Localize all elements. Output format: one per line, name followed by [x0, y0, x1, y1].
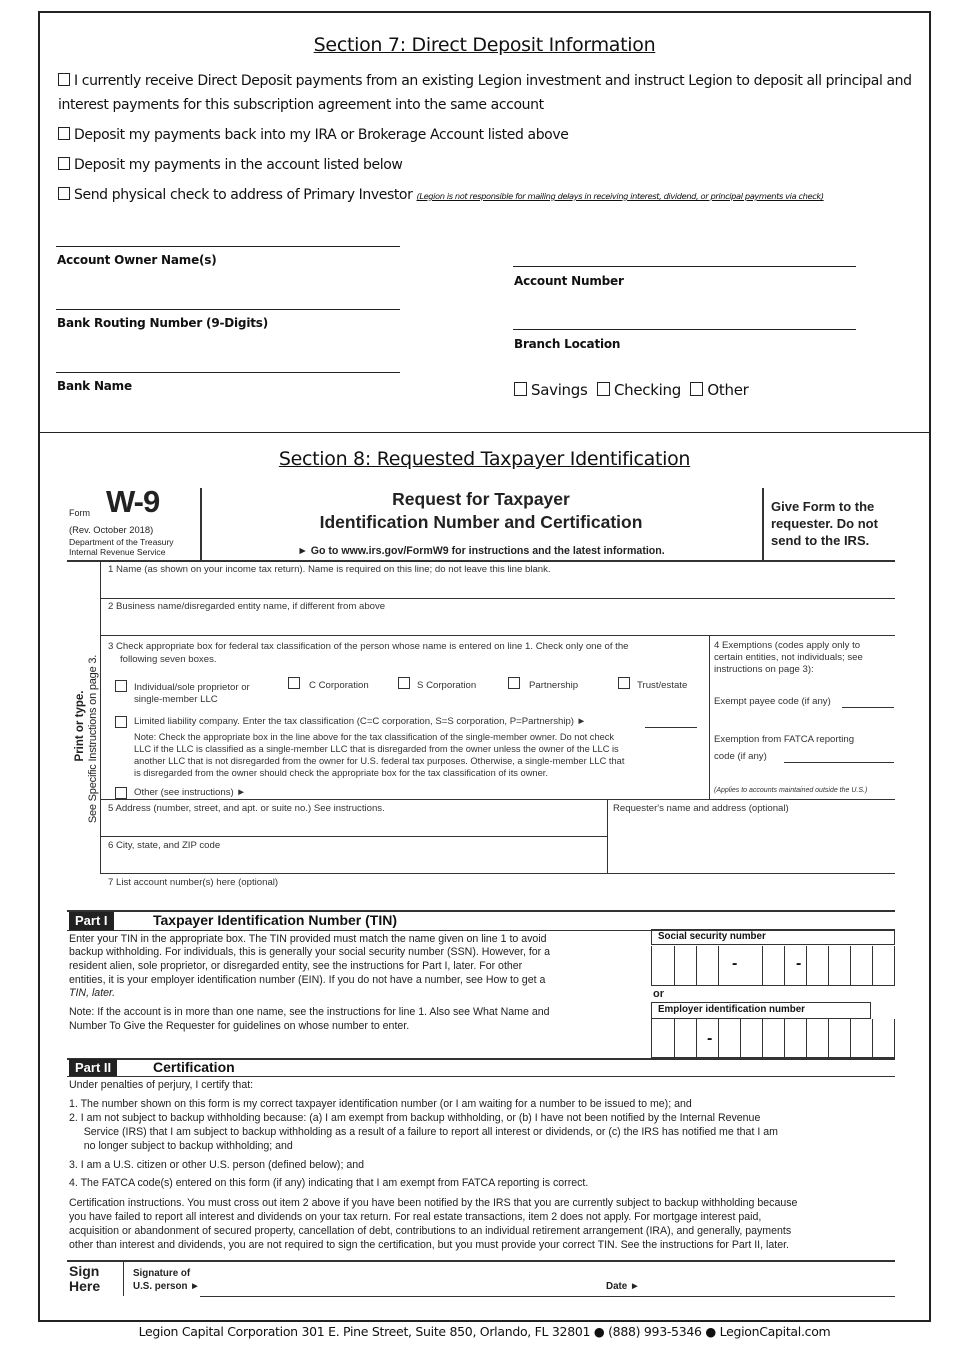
- give-form-line3: send to the IRS.: [771, 533, 870, 548]
- ssn-input[interactable]: - -: [651, 946, 895, 986]
- cert-item-2c: no longer subject to backup withholding; and: [69, 1140, 293, 1152]
- form-word: Form: [69, 508, 90, 518]
- llc-checkbox[interactable]: [115, 716, 127, 728]
- here-label: Here: [69, 1278, 101, 1294]
- exemptions-divider: [709, 635, 710, 799]
- partnership-checkbox[interactable]: [508, 677, 520, 689]
- exempt-payee-field[interactable]: [842, 707, 894, 708]
- cert-item-1: 1. The number shown on this form is my correct taxpayer identification number (or I am waiting for a number to be issued to me); and: [69, 1098, 692, 1110]
- side-specific-instructions: See Specific Instructions on page 3.: [87, 654, 99, 824]
- line6-label: 6 City, state, and ZIP code: [108, 840, 221, 851]
- checkbox[interactable]: [58, 73, 70, 86]
- routing-line[interactable]: [56, 309, 400, 310]
- form-name: W-9: [106, 484, 160, 519]
- account-type-options: Savings Checking Other: [514, 381, 754, 399]
- option-account-below[interactable]: Deposit my payments in the account listed below: [58, 153, 402, 177]
- w9-title-line1: Request for Taxpayer: [392, 489, 570, 509]
- cert-instr-4: other than interest and dividends, you are not required to sign the certification, but you must provide your correct TIN. See the instructions for Part II, later.: [69, 1239, 789, 1251]
- option-ira-brokerage[interactable]: Deposit my payments back into my IRA or Brokerage Account listed above: [58, 123, 568, 147]
- checkbox[interactable]: [58, 187, 70, 200]
- account-number-line[interactable]: [513, 266, 856, 267]
- line7-label: 7 List account number(s) here (optional): [108, 877, 279, 888]
- trust-label: Trust/estate: [637, 680, 688, 691]
- cert-instr-2: you have failed to report all interest and dividends on your tax return. For real estate transactions, item 2 does not apply. For mortgage interest paid,: [69, 1211, 762, 1223]
- cert-instr-1: Certification instructions. You must cross out item 2 above if you have been notified by the IRS that you are currently subject to backup withholding because: [69, 1197, 798, 1209]
- section8-title: Section 8: Requested Taxpayer Identification: [278, 448, 691, 470]
- individual-label: Individual/sole proprietor or: [134, 682, 250, 693]
- cert-item-4: 4. The FATCA code(s) entered on this form (if any) indicating that I am exempt from FATCA reporting is correct.: [69, 1177, 589, 1189]
- part1-text-4: entities, it is your employer identification number (EIN). If you do not have a number, see How to get a: [69, 974, 546, 986]
- llc-note-3: another LLC that is not disregarded from the owner for U.S. federal tax purposes. Otherwise, a single-member LLC that: [134, 756, 625, 766]
- savings-checkbox[interactable]: [514, 382, 527, 396]
- signature-field[interactable]: [200, 1296, 895, 1297]
- form-irs: Internal Revenue Service: [69, 547, 166, 557]
- w9-title-line2: Identification Number and Certification: [319, 512, 643, 532]
- other-class-checkbox[interactable]: [115, 787, 127, 799]
- requester-label: Requester's name and address (optional): [613, 803, 789, 814]
- sign-top-rule: [67, 1260, 895, 1262]
- ein-input[interactable]: -: [651, 1019, 895, 1058]
- llc-classification-field[interactable]: [645, 727, 697, 728]
- fatca-label-2: code (if any): [714, 751, 767, 762]
- ein-label-box: Employer identification number: [651, 1002, 871, 1019]
- cert-item-2b: Service (IRS) that I am subject to backup withholding as a result of a failure to report all interest or dividends, or (c) the IRS has notified me that I am: [69, 1126, 778, 1138]
- or-label: or: [653, 988, 664, 1000]
- llc-label: Limited liability company. Enter the tax classification (C=C corporation, S=S corporation, P=Partnership) ►: [134, 716, 587, 727]
- signature-label-2: U.S. person ►: [133, 1281, 200, 1292]
- line2-label: 2 Business name/disregarded entity name, if different from above: [108, 601, 386, 612]
- date-label: Date ►: [606, 1281, 640, 1292]
- exemptions-label-2: certain entities, not individuals; see: [714, 652, 863, 663]
- checkbox[interactable]: [58, 157, 70, 170]
- part2-title: Certification: [153, 1059, 235, 1075]
- part1-text-3: resident alien, sole proprietor, or disregarded entity, see the instructions for Part I, later. For other: [69, 960, 523, 972]
- part1-text-5: TIN, later.: [69, 987, 116, 999]
- signature-label: Signature of: [133, 1268, 191, 1279]
- line1-label: 1 Name (as shown on your income tax return). Name is required on this line; do not leave this line blank.: [108, 564, 551, 575]
- requester-divider: [607, 799, 608, 873]
- s-corp-label: S Corporation: [417, 680, 477, 691]
- exemptions-label-3: instructions on page 3):: [714, 664, 814, 675]
- line5-address-field[interactable]: [100, 836, 607, 837]
- form-rev: (Rev. October 2018): [69, 524, 154, 535]
- routing-label: Bank Routing Number (9-Digits): [57, 316, 269, 330]
- checking-checkbox[interactable]: [597, 382, 610, 396]
- fatca-note: (Applies to accounts maintained outside the U.S.): [714, 787, 868, 794]
- trust-checkbox[interactable]: [618, 677, 630, 689]
- partnership-label: Partnership: [529, 680, 579, 691]
- section-divider: [38, 432, 931, 433]
- part1-tag: Part I: [69, 912, 114, 930]
- cert-instr-3: acquisition or abandonment of secured property, cancellation of debt, contributions to an individual retirement arrangement (IRA), and generally, payments: [69, 1225, 792, 1237]
- checkbox[interactable]: [58, 127, 70, 140]
- side-instructions: Print or type.: [74, 690, 86, 762]
- part1-text-2: backup withholding. For individuals, this is generally your social security number (SSN). However, for a: [69, 946, 551, 958]
- line3-label: 3 Check appropriate box for federal tax classification of the person whose name is entered on line 1. Check only one of the: [108, 641, 629, 652]
- account-number-label: Account Number: [514, 274, 624, 288]
- account-owner-label: Account Owner Name(s): [57, 253, 217, 267]
- part2-rule: [67, 1076, 895, 1077]
- llc-note-1: Note: Check the appropriate box in the line above for the tax classification of the single-member owner. Do not check: [134, 732, 615, 742]
- ssn-label-box: Social security number: [651, 929, 895, 945]
- line2-business-field[interactable]: [100, 635, 895, 636]
- give-form-line2: requester. Do not: [771, 516, 878, 531]
- cert-item-3: 3. I am a U.S. citizen or other U.S. person (defined below); and: [69, 1159, 365, 1171]
- individual-label-2: single-member LLC: [134, 694, 218, 705]
- fatca-field[interactable]: [784, 762, 894, 763]
- left-margin-rule: [100, 561, 101, 873]
- part1-title: Taxpayer Identification Number (TIN): [153, 912, 397, 928]
- exempt-payee-label: Exempt payee code (if any): [714, 696, 831, 707]
- fatca-label-1: Exemption from FATCA reporting: [714, 734, 855, 745]
- w9-goto: ► Go to www.irs.gov/FormW9 for instructions and the latest information.: [297, 545, 665, 557]
- part1-note-1: Note: If the account is in more than one name, see the instructions for line 1. Also see What Name and: [69, 1006, 550, 1018]
- line3-label-2: following seven boxes.: [120, 654, 217, 665]
- llc-note-4: is disregarded from the owner should check the appropriate box for the tax classification of its owner.: [134, 768, 548, 778]
- bank-name-line[interactable]: [56, 372, 400, 373]
- exemptions-label-1: 4 Exemptions (codes apply only to: [714, 640, 861, 651]
- individual-checkbox[interactable]: [115, 680, 127, 692]
- other-class-label: Other (see instructions) ►: [134, 787, 246, 798]
- branch-label: Branch Location: [514, 337, 621, 351]
- part1-note-2: Number To Give the Requester for guidelines on whose number to enter.: [69, 1020, 410, 1032]
- header-bottom-rule: [67, 560, 895, 562]
- sign-label: Sign: [69, 1263, 100, 1279]
- c-corp-checkbox[interactable]: [288, 677, 300, 689]
- mailing-disclaimer: (Legion is not responsible for mailing delays in receiving interest, dividend, or principal payments via check): [416, 191, 824, 201]
- line3-bottom-rule: [100, 799, 895, 800]
- section7-title: Section 7: Direct Deposit Information: [313, 34, 656, 56]
- line6-city-field[interactable]: [100, 873, 895, 874]
- bank-name-label: Bank Name: [57, 379, 132, 393]
- option-existing-deposit[interactable]: I currently receive Direct Deposit payments from an existing Legion investment and instruct Legion to deposit all principal and: [58, 69, 912, 93]
- s-corp-checkbox[interactable]: [398, 677, 410, 689]
- option-physical-check[interactable]: Send physical check to address of Primary Investor (Legion is not responsible for mailing delays in receiving interest, dividend, or principal payments via check): [58, 183, 824, 208]
- line1-name-field[interactable]: [100, 598, 895, 599]
- sign-divider: [123, 1260, 124, 1296]
- account-owner-line[interactable]: [56, 246, 400, 247]
- part1-text-1: Enter your TIN in the appropriate box. The TIN provided must match the name given on line 1 to avoid: [69, 933, 547, 945]
- llc-note-2: LLC if the LLC is classified as a single-member LLC that is disregarded from the owner unless the owner of the LLC is: [134, 744, 619, 754]
- part2-tag: Part II: [69, 1059, 117, 1077]
- cert-item-2: 2. I am not subject to backup withholding because: (a) I am exempt from backup withholding, or (b) I have not been notified by the Internal Revenue: [69, 1112, 761, 1124]
- c-corp-label: C Corporation: [309, 680, 369, 691]
- page-footer: Legion Capital Corporation 301 E. Pine Street, Suite 850, Orlando, FL 32801 ● (888) 993-5346 ● LegionCapital.com: [138, 1324, 831, 1339]
- other-checkbox[interactable]: [690, 382, 703, 396]
- cert-intro: Under penalties of perjury, I certify that:: [69, 1079, 254, 1091]
- option-existing-deposit-line2: interest payments for this subscription agreement into the same account: [58, 97, 544, 113]
- branch-line[interactable]: [513, 329, 856, 330]
- give-form-line1: Give Form to the: [771, 499, 875, 514]
- form-dept: Department of the Treasury: [69, 537, 174, 547]
- header-divider-right: [762, 488, 764, 560]
- line5-label: 5 Address (number, street, and apt. or suite no.) See instructions.: [108, 803, 385, 814]
